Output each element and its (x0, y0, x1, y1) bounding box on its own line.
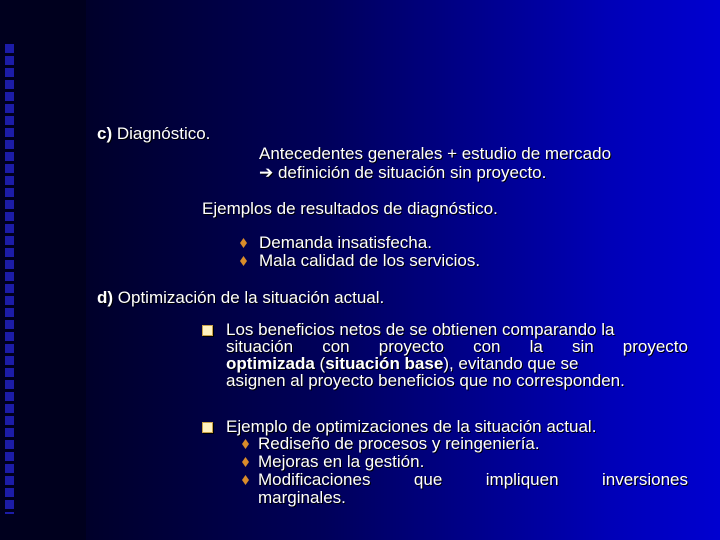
bullet1-line1-text: Los beneficios netos de se obtienen comparando la (226, 320, 615, 339)
diamond-bullet-icon (240, 256, 247, 266)
word: con (473, 337, 501, 356)
word: impliquen (485, 470, 559, 489)
bullet1-line3-rest: ), evitando que se (443, 354, 579, 373)
ejemplos-title: Ejemplos de resultados de diagnóstico. (202, 199, 498, 218)
bold-situacion-base: situación base (325, 354, 444, 373)
optimizacion-item-3-continued: marginales. (258, 488, 346, 507)
word: proyecto (622, 337, 688, 356)
bullet1-line1 (226, 321, 688, 338)
bullet1-line4 (226, 372, 688, 389)
word: la (529, 337, 543, 356)
diamond-bullet-icon (242, 457, 249, 467)
bullet1-line3 (226, 355, 688, 372)
bullet1-line2 (226, 338, 688, 355)
word: Modificaciones (258, 470, 371, 489)
optimizacion-item: Rediseño de procesos y reingeniería. (258, 434, 540, 453)
optimizacion-item: Mejoras en la gestión. (258, 452, 425, 471)
section-c-heading (97, 125, 210, 142)
square-bullet-icon (202, 325, 213, 336)
section-d-heading (97, 289, 384, 306)
word: que (413, 470, 443, 489)
arrow-icon: ➔ (259, 163, 274, 182)
word: sin (571, 337, 594, 356)
left-square-pattern (5, 44, 19, 514)
diamond-bullet-icon (242, 439, 249, 449)
bullet1-line4-text: asignen al proyecto beneficios que no corresponden. (226, 371, 625, 390)
section-d-title: Optimización de la situación actual. (113, 288, 385, 307)
definicion-text: definición de situación sin proyecto. (273, 163, 547, 182)
paren: ( (319, 354, 326, 373)
diamond-bullet-icon (240, 238, 247, 248)
ejemplo-item: Demanda insatisfecha. (259, 233, 432, 252)
optimizacion-item-3 (258, 471, 688, 488)
bullet1-paragraph (226, 321, 688, 389)
section-c-marker: c) (97, 124, 113, 143)
diamond-bullet-icon (242, 475, 249, 485)
bold-optimizada: optimizada (226, 354, 315, 373)
ejemplo-item: Mala calidad de los servicios. (259, 251, 481, 270)
word: proyecto (378, 337, 444, 356)
antecedentes-text: Antecedentes generales + estudio de mercado (259, 144, 612, 163)
definicion-line (259, 164, 546, 181)
section-c-title: Diagnóstico. (112, 124, 211, 143)
word: inversiones (602, 470, 688, 489)
square-bullet-icon (202, 422, 213, 433)
section-d-marker: d) (97, 288, 114, 307)
bullet2-title: Ejemplo de optimizaciones de la situación actual. (226, 417, 597, 436)
word: con (322, 337, 350, 356)
word: situación (226, 337, 294, 356)
